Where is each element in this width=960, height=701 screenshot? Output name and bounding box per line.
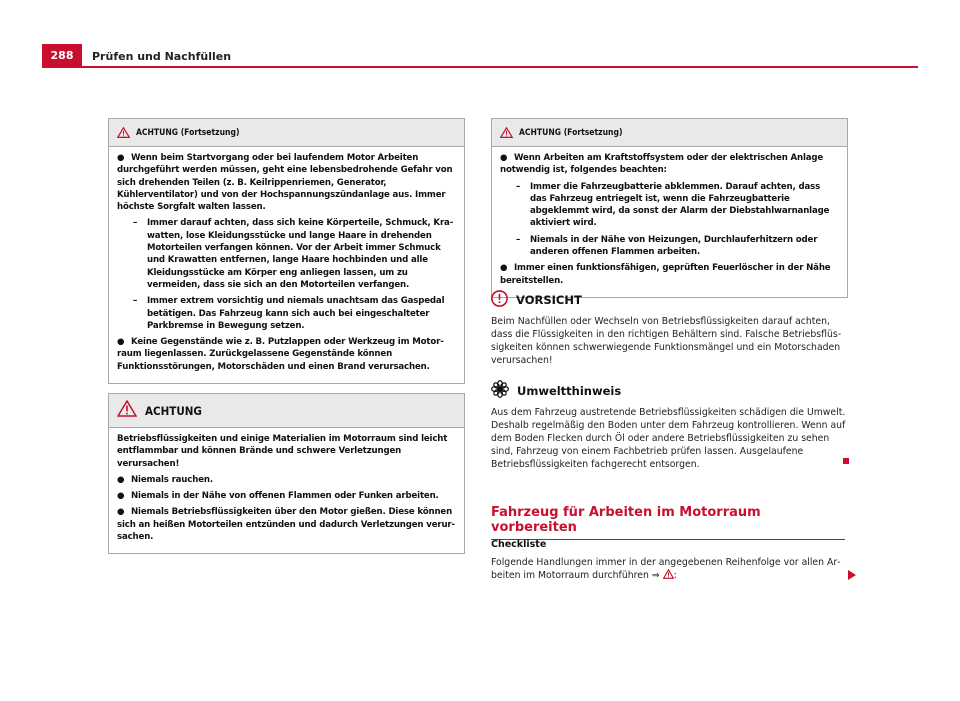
warning-triangle-icon	[117, 400, 137, 421]
warning-box-continued-left	[108, 118, 465, 384]
warning-intro: Betriebsflüssigkeiten und einige Materialien im Motorraum sind leicht entflammbar und können Brände und schwere Verletzungen verursachen!	[117, 434, 448, 469]
list-item: ● Wenn Arbeiten am Kraftstoffsystem oder der elektrischen Anlage notwendig ist, folgendes beachten:	[500, 153, 824, 176]
list-item: – Niemals in der Nähe von Heizungen, Durchlauferhitzern oder anderen offenen Flammen arbeiten.	[516, 234, 818, 258]
warning-triangle-icon	[117, 123, 130, 142]
warning-box-left	[108, 393, 465, 554]
checklist-heading: Checkliste	[491, 539, 547, 550]
continue-arrow-icon	[848, 570, 856, 580]
caution-title-row	[491, 290, 847, 310]
caution-title: VORSICHT	[516, 293, 582, 307]
environment-title: Umweltthinweis	[517, 383, 622, 398]
list-item: – Immer extrem vorsichtig und niemals unachtsam das Gaspedal betätigen. Das Fahrzeug kann sich auch bei eingeschalteter Parkbremse in Bewegung setzen.	[133, 296, 445, 331]
list-item: ● Niemals in der Nähe von offenen Flammen oder Funken arbeiten.	[117, 491, 439, 502]
list-item: – Immer darauf achten, dass sich keine Körperteile, Schmuck, Krawatten, lose Kleidungsstücke und lange Haare in drehenden Motorteilen verfangen können. Vor der Arbeit immer Schmuck und Krawatten entfernen, lange Haare hochbinden und alle Kleidungsstücke am Körper eng anliegen lassen, um zu vermeiden, dass sie sich an den Motorteilen verfangen.	[133, 218, 454, 290]
exclamation-circle-icon	[491, 290, 508, 310]
environment-title-row	[491, 380, 847, 401]
flower-icon	[491, 380, 509, 401]
section-heading: Fahrzeug für Arbeiten im Motorraum vorbereiten	[491, 505, 845, 540]
warning-box-label: ACHTUNG (Fortsetzung)	[519, 127, 623, 138]
list-item: ● Keine Gegenstände wie z. B. Putzlappen oder Werkzeug im Motorraum liegenlassen. Zurückgelassene Gegenstände können Funktionsstörungen, Motorschäden und einen Brand verursachen.	[117, 337, 444, 372]
list-item: ● Immer einen funktionsfähigen, geprüften Feuerlöscher in der Nähe bereitstellen.	[500, 263, 831, 286]
environment-text: Aus dem Fahrzeug austretende Betriebsflüssigkeiten schädigen die Umwelt. Deshalb regelmäßig den Boden unter dem Fahrzeug kontrollieren. Wenn auf dem Boden Flecken durch Öl oder andere Betriebsflüssigkeiten zu sehen sind, Fahrzeug von einem Fachbetrieb prüfen lassen. Ausgelaufene Betriebsflüssigkeiten fachgerecht entsorgen.	[491, 407, 846, 470]
warning-box-body	[109, 147, 464, 383]
warning-box-header	[109, 394, 464, 428]
list-item: – Immer die Fahrzeugbatterie abklemmen. Darauf achten, dass das Fahrzeug entriegelt ist, wenn die Fahrzeugbatterie abgeklemmt wird, da sonst der Alarm der Diebstahlwarnanlage aktiviert wird.	[516, 181, 830, 229]
header-rule	[42, 66, 918, 68]
page-number: 288	[42, 44, 82, 68]
caution-section	[491, 290, 847, 367]
environment-section	[491, 380, 847, 471]
warning-box-label: ACHTUNG (Fortsetzung)	[136, 127, 240, 138]
warning-triangle-icon	[500, 123, 513, 142]
list-item: ● Niemals Betriebsflüssigkeiten über den Motor gießen. Diese können sich an heißen Motorteilen entzünden und dadurch Verletzungen verursachen.	[117, 507, 456, 543]
warning-box-continued-right	[491, 118, 848, 298]
warning-box-body	[109, 428, 464, 553]
warning-box-body	[492, 147, 847, 297]
section-end-marker	[843, 458, 849, 464]
list-item: ● Wenn beim Startvorgang oder bei laufendem Motor Arbeiten durchgeführt werden müssen, geht eine lebensbedrohende Gefahr von sich drehenden Teilen (z. B. Keilrippenriemen, Generator, Kühlerventilator) und von der Hochspannungszündanlage aus. Immer höchste Sorgfalt walten lassen.	[117, 153, 453, 213]
list-item: ● Niemals rauchen.	[117, 474, 213, 485]
warning-box-label: ACHTUNG	[145, 403, 202, 418]
checklist-intro: Folgende Handlungen immer in der angegebenen Reihenfolge vor allen Arbeiten im Motorraum durchführen ⇒ :	[491, 557, 841, 581]
caution-text: Beim Nachfüllen oder Wechseln von Betriebsflüssigkeiten darauf achten, dass die Flüssigkeiten in den richtigen Behältern sind. Falsche Betriebsflüssigkeiten können schwerwiegende Funktionsmängel und ein Motorschaden verursachen!	[491, 316, 842, 366]
warning-box-header	[109, 119, 464, 147]
warning-triangle-icon[interactable]	[663, 569, 674, 583]
page-header-title: Prüfen und Nachfüllen	[92, 50, 232, 63]
warning-box-header	[492, 119, 847, 147]
